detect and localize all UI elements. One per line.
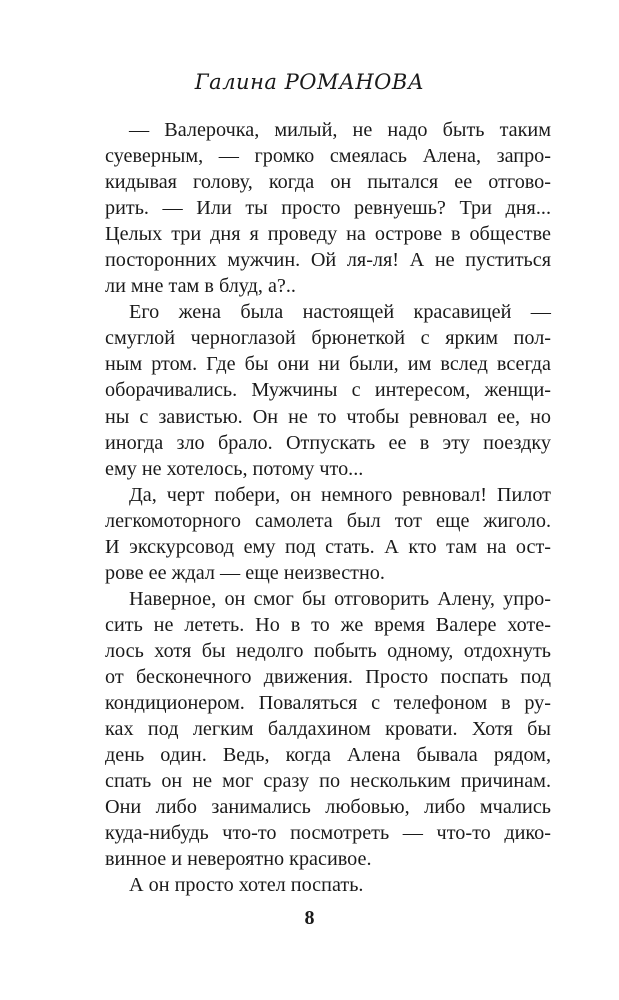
text-line: спать он не мог сразу по нескольким причинам. bbox=[105, 770, 551, 793]
paragraph bbox=[105, 586, 551, 873]
text-line: Они либо занимались любовью, либо мчались bbox=[105, 796, 551, 819]
body-text bbox=[105, 117, 551, 898]
text-line: кондиционером. Поваляться с телефоном в ру- bbox=[105, 692, 551, 715]
text-line: суеверным, — громко смеялась Алена, запро- bbox=[105, 145, 551, 168]
text-line: Наверное, он смог бы отговорить Алену, упро- bbox=[129, 587, 551, 610]
text-line: смуглой черноглазой брюнеткой с ярким пол- bbox=[105, 327, 551, 350]
text-line: рове ее ждал — еще неизвестно. bbox=[105, 561, 385, 584]
text-line: ках под легким балдахином кровати. Хотя бы bbox=[105, 718, 551, 741]
text-line: иногда зло брало. Отпускать ее в эту поездку bbox=[105, 431, 551, 454]
text-line: от бесконечного движения. Просто поспать под bbox=[105, 665, 551, 688]
text-line: ны с завистью. Он не то чтобы ревновал ее, но bbox=[105, 405, 551, 428]
text-line: ему не хотелось, потому что... bbox=[105, 457, 364, 480]
paragraph bbox=[105, 482, 551, 586]
text-line: Его жена была настоящей красавицей — bbox=[129, 301, 551, 324]
text-line: ным ртом. Где бы они ни были, им вслед всегда bbox=[105, 353, 551, 376]
text-line: Целых три дня я проведу на острове в обществе bbox=[105, 223, 551, 246]
page-number: 8 bbox=[304, 907, 315, 929]
text-line: легкомоторного самолета был тот еще жиголо. bbox=[105, 509, 551, 532]
text-line: сить не лететь. Но в то же время Валере хоте- bbox=[105, 613, 551, 636]
paragraph bbox=[105, 299, 551, 481]
text-line: И экскурсовод ему под стать. А кто там на ост- bbox=[105, 535, 551, 558]
text-line: А он просто хотел поспать. bbox=[129, 874, 364, 897]
text-line: рить. — Или ты просто ревнуешь? Три дня... bbox=[105, 197, 551, 220]
text-line: оборачивались. Мужчины с интересом, женщи- bbox=[105, 379, 551, 402]
text-line: ли мне там в блуд, а?.. bbox=[105, 275, 296, 298]
text-line: винное и невероятно красивое. bbox=[105, 848, 372, 871]
text-line: посторонних мужчин. Ой ля-ля! А не пуститься bbox=[105, 249, 551, 272]
text-line: день один. Ведь, когда Алена бывала рядом, bbox=[105, 744, 551, 767]
text-line: лось хотя бы недолго побыть одному, отдохнуть bbox=[105, 639, 551, 662]
paragraph bbox=[105, 872, 551, 898]
running-head: Галина РОМАНОВА bbox=[194, 70, 425, 94]
text-line: Да, черт побери, он немного ревновал! Пилот bbox=[129, 483, 551, 506]
paragraph bbox=[105, 117, 551, 299]
text-line: — Валерочка, милый, не надо быть таким bbox=[129, 119, 551, 141]
text-line: кидывая голову, когда он пытался ее отгово- bbox=[105, 171, 551, 194]
text-line: куда-нибудь что-то посмотреть — что-то дико- bbox=[105, 822, 551, 845]
